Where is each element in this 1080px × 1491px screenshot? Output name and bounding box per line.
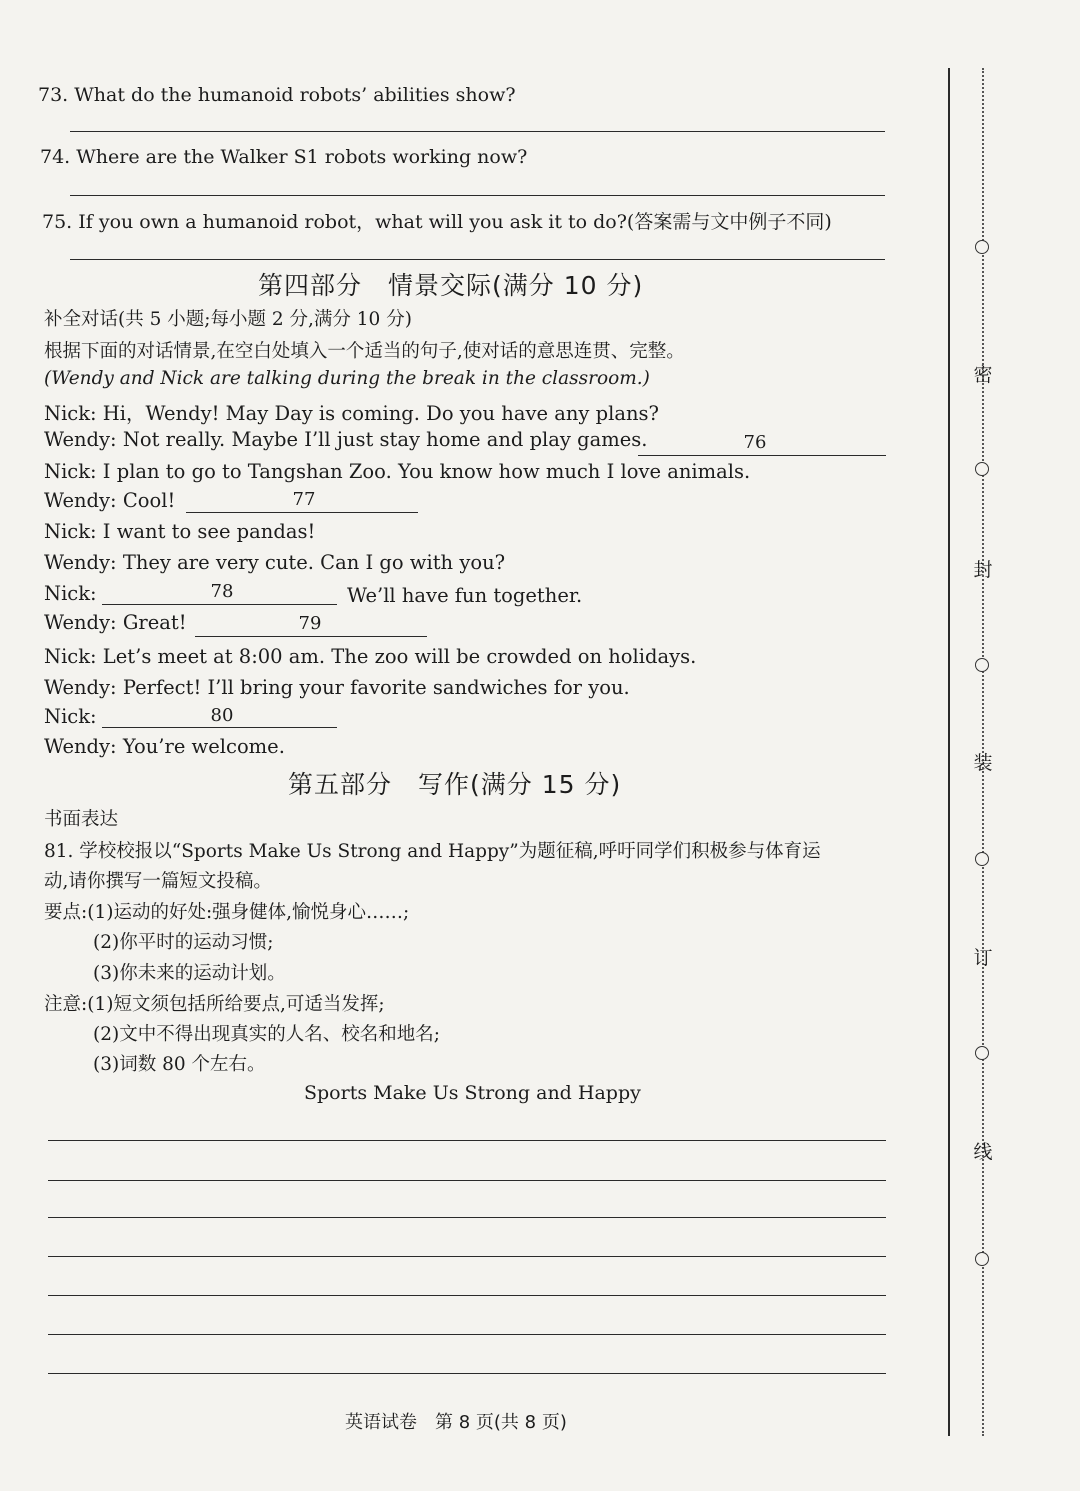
blank-number: 77 [292, 489, 316, 510]
dialogue-line: Wendy: They are very cute. Can I go with you? [44, 551, 506, 574]
dialogue-line: Nick: [44, 582, 97, 605]
dialogue-line: Wendy: Great! [44, 611, 187, 634]
question-number: 73. [38, 84, 69, 106]
binding-hole [975, 240, 989, 254]
binding-hole [975, 852, 989, 866]
blank-77[interactable] [186, 512, 418, 513]
blank-number: 79 [298, 613, 322, 634]
margin-char-feng: 封 [973, 559, 993, 581]
dialogue-line: Nick: [44, 705, 97, 728]
essay-title: Sports Make Us Strong and Happy [304, 1082, 641, 1104]
blank-number: 78 [210, 581, 234, 602]
dialogue-line: Wendy: Not really. Maybe I’ll just stay home and play games. [44, 428, 648, 451]
dialogue-line: Wendy: Cool! [44, 489, 176, 512]
writing-line[interactable] [48, 1180, 886, 1181]
dialogue-line: Nick: I want to see pandas! [44, 520, 316, 543]
binding-hole [975, 1252, 989, 1266]
blank-78[interactable] [102, 604, 337, 605]
question-74 [40, 146, 527, 168]
dialogue-line: Nick: Let’s meet at 8:00 am. The zoo will be crowded on holidays. [44, 645, 697, 668]
question-text: What do the humanoid robots’ abilities show? [74, 84, 516, 106]
writing-prompt: 81. 学校校报以“Sports Make Us Strong and Happy”为题征稿,呼吁同学们积极参与体育运 [44, 841, 821, 862]
question-text: Where are the Walker S1 robots working now? [76, 146, 528, 168]
margin-char-ding: 订 [973, 947, 993, 969]
page-footer: 英语试卷 第 8 页(共 8 页) [345, 1412, 567, 1433]
binding-hole [975, 1046, 989, 1060]
blank-79[interactable] [195, 636, 427, 637]
writing-line[interactable] [48, 1140, 886, 1141]
answer-line[interactable] [70, 259, 885, 260]
dialogue-line: Wendy: Perfect! I’ll bring your favorite sandwiches for you. [44, 676, 630, 699]
blank-number: 80 [210, 705, 234, 726]
dialogue-line: We’ll have fun together. [347, 584, 583, 607]
question-73 [38, 84, 516, 106]
dialogue-line: Nick: Hi，Wendy! May Day is coming. Do you have any plans? [44, 402, 659, 425]
note-item: (3)词数 80 个左右。 [93, 1054, 266, 1075]
dialogue-line: Wendy: You’re welcome. [44, 735, 285, 758]
part5-title: 第五部分 写作(满分 15 分) [288, 770, 622, 799]
part4-instructions: 补全对话(共 5 小题;每小题 2 分,满分 10 分) [44, 309, 412, 330]
answer-line[interactable] [70, 131, 885, 132]
writing-line[interactable] [48, 1295, 886, 1296]
question-number: 74. [40, 146, 71, 168]
notes-label: 注意:(1)短文须包括所给要点,可适当发挥; [44, 994, 385, 1015]
writing-line[interactable] [48, 1256, 886, 1257]
answer-line[interactable] [70, 195, 885, 196]
question-number: 75. [42, 211, 73, 233]
blank-number: 76 [743, 432, 767, 453]
margin-char-mi: 密 [973, 364, 993, 386]
point-item: (2)你平时的运动习惯; [93, 932, 274, 953]
part5-label: 书面表达 [44, 809, 119, 830]
blank-76[interactable] [638, 455, 886, 456]
question-text: If you own a humanoid robot，what will you ask it to do?(答案需与文中例子不同) [78, 211, 832, 233]
writing-line[interactable] [48, 1217, 886, 1218]
binding-hole [975, 462, 989, 476]
part4-title: 第四部分 情景交际(满分 10 分) [258, 271, 644, 300]
binding-border [948, 68, 950, 1436]
blank-80[interactable] [102, 727, 337, 728]
writing-prompt: 动,请你撰写一篇短文投稿。 [44, 871, 272, 892]
point-item: (3)你未来的运动计划。 [93, 963, 286, 984]
writing-line[interactable] [48, 1334, 886, 1335]
note-item: (2)文中不得出现真实的人名、校名和地名; [93, 1024, 440, 1045]
writing-line[interactable] [48, 1373, 886, 1374]
dialogue-line: Nick: I plan to go to Tangshan Zoo. You know how much I love animals. [44, 460, 751, 483]
dialogue-scene: (Wendy and Nick are talking during the break in the classroom.) [44, 368, 650, 389]
points-label: 要点:(1)运动的好处:强身健体,愉悦身心……; [44, 902, 410, 923]
margin-char-zhuang: 装 [973, 752, 993, 774]
binding-hole [975, 658, 989, 672]
margin-char-xian: 线 [973, 1141, 993, 1163]
part4-directions: 根据下面的对话情景,在空白处填入一个适当的句子,使对话的意思连贯、完整。 [44, 341, 685, 362]
question-75 [42, 207, 832, 234]
